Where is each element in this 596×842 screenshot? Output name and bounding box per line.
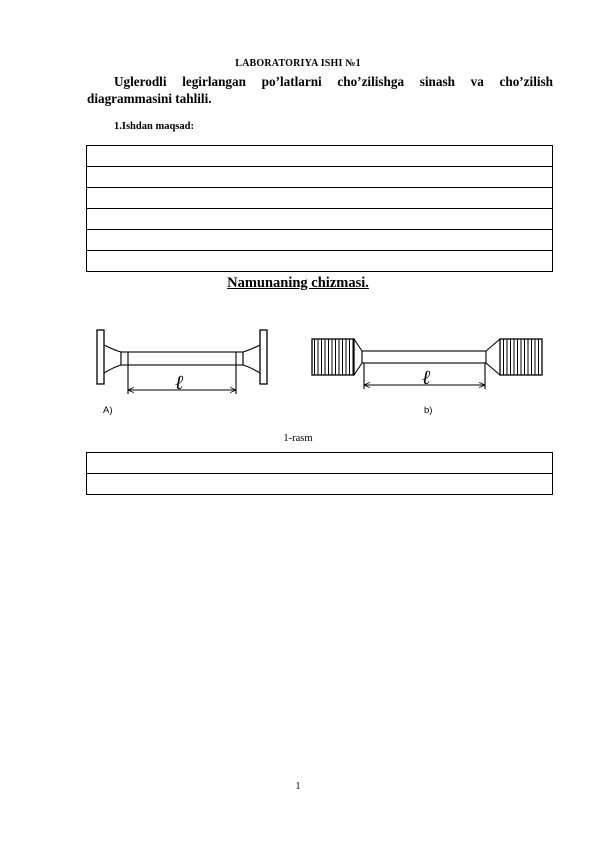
answer-cell[interactable] <box>87 474 553 495</box>
answer-cell[interactable] <box>87 251 553 272</box>
answer-row[interactable] <box>87 453 553 474</box>
answer-row[interactable] <box>87 230 553 251</box>
figure-caption: 1-rasm <box>283 433 313 444</box>
length-symbol-a: ℓ <box>174 370 184 394</box>
answer-cell[interactable] <box>87 453 553 474</box>
answer-row[interactable] <box>87 188 553 209</box>
page-number: 1 <box>295 781 301 792</box>
answer-cell[interactable] <box>87 146 553 167</box>
figure-label-b: b) <box>424 405 433 416</box>
answer-row[interactable] <box>87 251 553 272</box>
answer-row[interactable] <box>87 474 553 495</box>
answer-cell[interactable] <box>87 167 553 188</box>
lab-topic: Uglerodli legirlangan po’latlarni cho’zilishga sinash va cho’zilish diagrammasini tahlili. <box>87 74 553 106</box>
answer-row[interactable] <box>87 209 553 230</box>
length-symbol-b: ℓ <box>421 365 431 389</box>
answer-cell[interactable] <box>87 188 553 209</box>
aim-label: 1.Ishdan maqsad: <box>114 121 194 132</box>
answer-table-figure <box>86 452 553 495</box>
answer-cell[interactable] <box>87 230 553 251</box>
answer-row[interactable] <box>87 167 553 188</box>
lab-title: LABORATORIYA ISHI №1 <box>235 58 361 69</box>
section-title: Namunaning chizmasi. <box>227 275 369 291</box>
specimen-drawing <box>86 318 556 403</box>
answer-row[interactable] <box>87 146 553 167</box>
answer-table-aim <box>86 145 553 272</box>
answer-cell[interactable] <box>87 209 553 230</box>
figure-label-a: A) <box>103 405 113 416</box>
